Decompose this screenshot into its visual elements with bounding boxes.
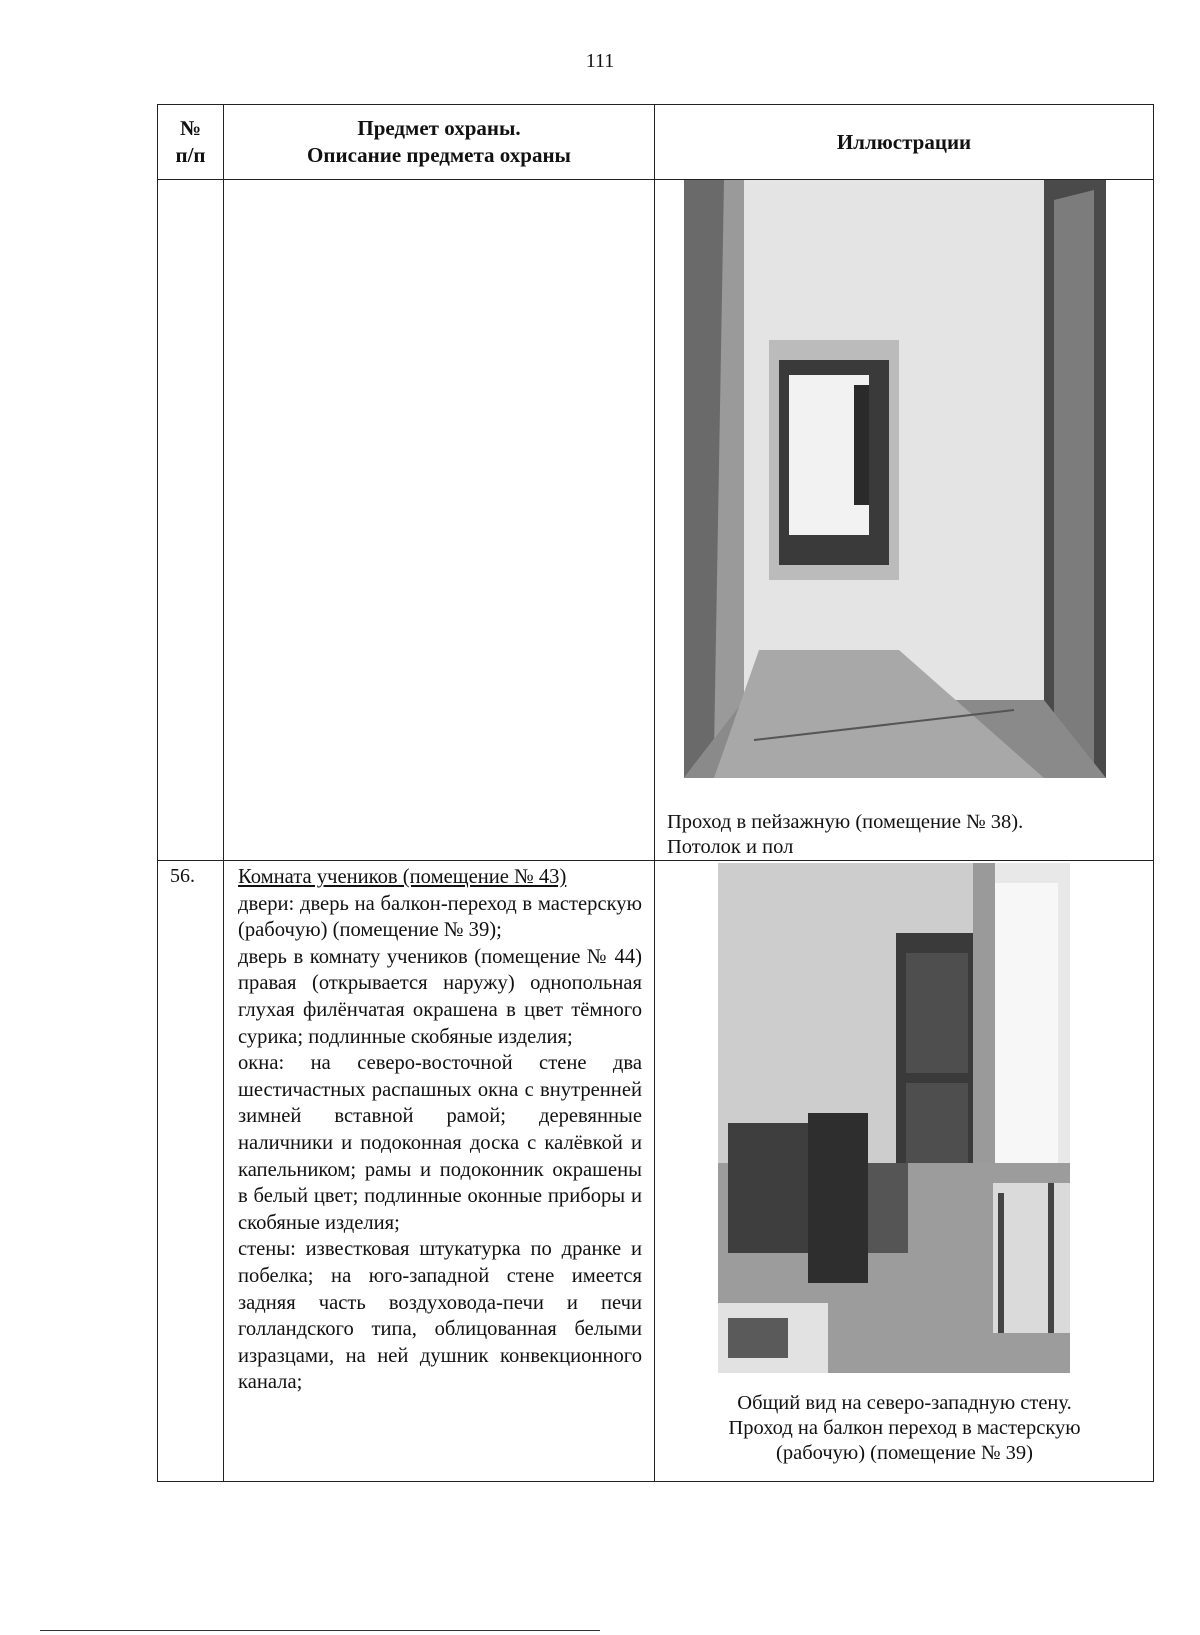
photo-caption (655, 1391, 1154, 1466)
header-subject (224, 105, 655, 180)
header-subject-line2: Описание предмета охраны (307, 143, 571, 167)
header-subject-line1: Предмет охраны. (357, 116, 521, 140)
description-paragraph: стены: известковая штукатурка по дранке и побелка; на юго-западной стене имеется задняя часть воздуховода-печи и печи голландского типа, облицованная белыми изразцами, на ней душник конвекционного канала; (238, 1238, 642, 1394)
header-number-label: № п/п (175, 116, 206, 167)
header-illustrations: Иллюстрации (655, 105, 1154, 180)
row-description (224, 861, 655, 1482)
footer-rule (40, 1630, 600, 1631)
description-paragraph: двери: дверь на балкон-переход в мастерскую (рабочую) (помещение № 39); (238, 892, 642, 942)
table-header-row (158, 105, 1154, 180)
row-description (224, 180, 655, 861)
caption-line: Проход на балкон переход в мастерскую (728, 1417, 1081, 1439)
caption-line: Общий вид на северо-западную стену. (737, 1392, 1072, 1414)
photo-corridor-image (684, 180, 1106, 778)
protection-table (157, 104, 1154, 1482)
photo-caption (667, 810, 1023, 860)
page-number: 111 (585, 50, 615, 72)
row-illustration (655, 861, 1154, 1482)
row-illustration (655, 180, 1154, 861)
row-number: 56. (158, 861, 224, 1482)
header-number (158, 105, 224, 180)
room-title: Комната учеников (помещение № 43) (238, 866, 567, 888)
row-number (158, 180, 224, 861)
caption-line: (рабочую) (помещение № 39) (776, 1442, 1033, 1464)
table-row (158, 180, 1154, 861)
caption-line: Проход в пейзажную (помещение № 38). (667, 811, 1024, 833)
caption-line: Потолок и пол (667, 836, 794, 858)
description-paragraph: дверь в комнату учеников (помещение № 44) правая (открывается наружу) однопольная глухая филёнчатая окрашена в цвет тёмного сурика; подлинные скобяные изделия; (238, 945, 642, 1048)
description-paragraph: окна: на северо-восточной стене два шестичастных распашных окна с внутренней зимней вставной рамой; деревянные наличники и подоконная доска с калёвкой и капельником; рамы и подоконник окрашены в белый цвет; подлинные оконные приборы и скобяные изделия; (238, 1052, 642, 1234)
photo-room-image (718, 863, 1070, 1373)
table-row (158, 861, 1154, 1482)
